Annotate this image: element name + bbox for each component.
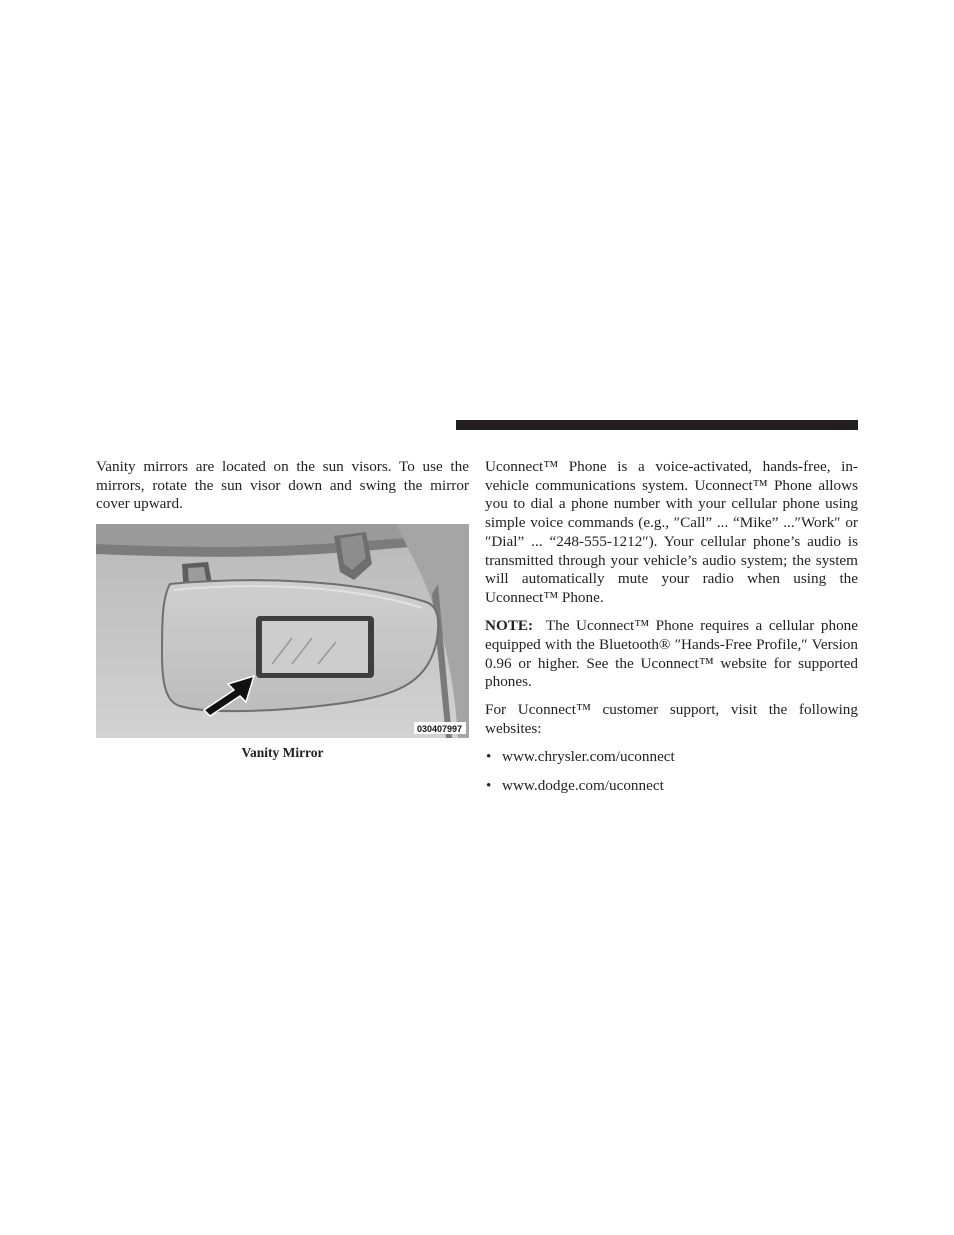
vanity-mirror-illustration (96, 524, 469, 738)
left-column (96, 458, 469, 762)
uconnect-note (485, 617, 858, 692)
support-text: For Uconnect™ customer support, visit the following websites: (485, 701, 858, 738)
vanity-mirror-figure (96, 524, 469, 738)
section-header-bar (456, 420, 858, 430)
chrysler-uconnect-link[interactable]: www.chrysler.com/uconnect (502, 748, 675, 766)
bullet-icon: • (486, 776, 492, 794)
figure-code: 030407997 (417, 723, 463, 734)
note-label: NOTE: (485, 617, 534, 635)
list-item (485, 777, 858, 796)
list-item (485, 748, 858, 767)
note-text: The Uconnect™ Phone requires a cellular phone equipped with the Bluetooth® ″Hands-Free Profile,″ Version 0.96 or higher. See the Uconnect™ website for supported phones. (485, 617, 858, 691)
vanity-mirror-intro: Vanity mirrors are located on the sun visors. To use the mirrors, rotate the sun visor down and swing the mirror cover upward. (96, 458, 469, 513)
dodge-uconnect-link[interactable]: www.dodge.com/uconnect (502, 776, 664, 794)
figure-caption: Vanity Mirror (241, 744, 324, 760)
support-links-list (485, 748, 858, 795)
uconnect-description: Uconnect™ Phone is a voice-activated, hands-free, in-vehicle communications system. Uconnect™ Phone allows you to dial a phone number with your cellular phone using simple voice commands (e.g., ″Call” ... “Mike” ...″Work″ or ″Dial” ... “248-555-1212″). Your cellular phone’s audio is transmitted through your vehicle’s audio system; the system will automatically mute your radio when using the Uconnect™ Phone. (485, 458, 858, 606)
right-column (485, 458, 858, 805)
bullet-icon: • (486, 748, 492, 766)
